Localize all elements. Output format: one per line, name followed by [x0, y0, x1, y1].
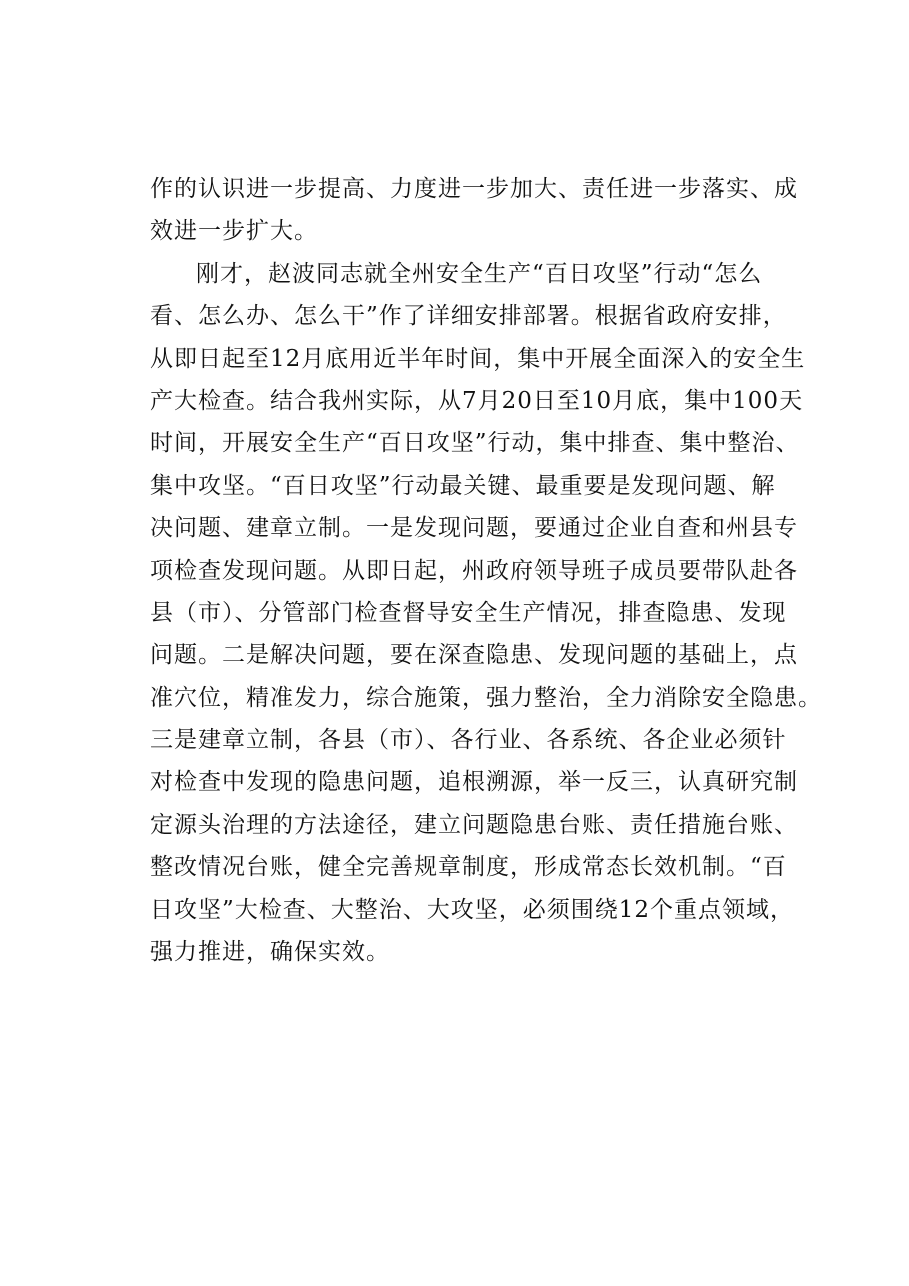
- text-line: 日攻坚”大检查、大整治、大攻坚，必须围绕12个重点领域，: [150, 896, 795, 923]
- text-line: 集中攻坚。“百日攻坚”行动最关键、最重要是发现问题、解: [150, 472, 776, 499]
- text-line: 整改情况台账，健全完善规章制度，形成常态长效机制。“百: [150, 854, 787, 881]
- text-line: 作的认识进一步提高、力度进一步加大、责任进一步落实、成: [150, 176, 798, 202]
- text-line: 看、怎么办、怎么干”作了详细安排部署。根据省政府安排，: [150, 303, 787, 330]
- text-line: 三是建章立制，各县（市）、各行业、各系统、各企业必须针: [150, 727, 787, 754]
- paragraph-start-line: 刚才，赵波同志就全州安全生产“百日攻坚”行动“怎么: [196, 260, 763, 287]
- text-line: 县（市）、分管部门检查督导安全生产情况，排查隐患、发现: [150, 599, 787, 626]
- text-line: 强力推进，确保实效。: [150, 939, 390, 966]
- text-line: 准穴位，精准发力，综合施策，强力整治，全力消除安全隐患。: [150, 684, 822, 711]
- text-line: 决问题、建章立制。一是发现问题，要通过企业自查和州县专: [150, 515, 798, 542]
- text-line: 项检查发现问题。从即日起，州政府领导班子成员要带队赴各: [150, 557, 798, 584]
- text-line: 问题。二是解决问题，要在深查隐患、发现问题的基础上，点: [150, 642, 798, 669]
- text-line: 效进一步扩大。: [150, 218, 318, 245]
- text-line: 时间，开展安全生产“百日攻坚”行动，集中排查、集中整治、: [150, 430, 800, 457]
- text-line: 从即日起至12月底用近半年时间，集中开展全面深入的安全生: [150, 345, 806, 372]
- text-line: 产大检查。结合我州实际，从7月20日至10月底，集中100天: [150, 387, 804, 414]
- text-line: 定源头治理的方法途径，建立问题隐患台账、责任措施台账、: [150, 811, 798, 838]
- text-line: 对检查中发现的隐患问题，追根溯源，举一反三，认真研究制: [150, 769, 798, 796]
- document-body: [150, 168, 830, 973]
